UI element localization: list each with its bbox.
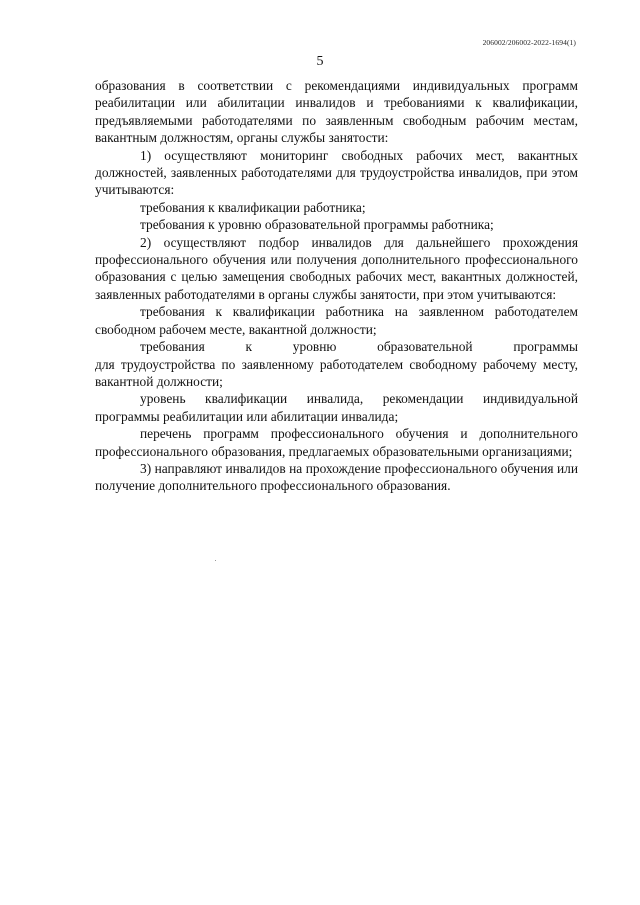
document-id: 206002/206002-2022-1694(1) bbox=[482, 38, 576, 47]
scan-speck bbox=[215, 560, 216, 561]
page-number: 5 bbox=[316, 54, 324, 69]
paragraph: 3) направляют инвалидов на прохождение профессионального обучения или получение дополнительного профессионального образования. bbox=[95, 460, 578, 494]
paragraph: 1) осуществляют мониторинг свободных рабочих мест, вакантных должностей, заявленных работодателями для трудоустройства инвалидов, при этом учитываются: bbox=[95, 147, 578, 198]
paragraph: уровень квалификации инвалида, рекомендации индивидуальной программы реабилитации или абилитации инвалида; bbox=[95, 391, 578, 424]
paragraph: требования к квалификации работника; bbox=[140, 199, 366, 215]
paragraph: образования в соответствии с рекомендациями индивидуальных программ реабилитации или абилитации инвалидов и требованиями к квалификации, предъявляемыми работодателями по заявленным свободным рабочим местам, вакантным должностям, органы службы занятости: bbox=[95, 78, 578, 146]
paragraph: требования к уровню образовательной программы работника; bbox=[140, 217, 494, 233]
paragraph: перечень программ профессионального обучения и дополнительного профессионального образования, предлагаемых образовательными организациями; bbox=[95, 426, 578, 459]
paragraph: 2) осуществляют подбор инвалидов для дальнейшего прохождения профессионального обучения или получения дополнительного профессионального образования с целью замещения свободных рабочих мест, вакантных должностей, заявленных работодателями в органы службы занятости, при этом учитываются: bbox=[95, 234, 578, 302]
document-body bbox=[95, 77, 578, 495]
paragraph: требования к квалификации работника на заявленном работодателем свободном рабочем месте, вакантной должности; bbox=[95, 304, 578, 337]
paragraph: для трудоустройства по заявленному работодателем свободному рабочему месту, вакантной должности; bbox=[95, 356, 578, 389]
paragraph: требования к уровню образовательной программы bbox=[140, 339, 578, 355]
